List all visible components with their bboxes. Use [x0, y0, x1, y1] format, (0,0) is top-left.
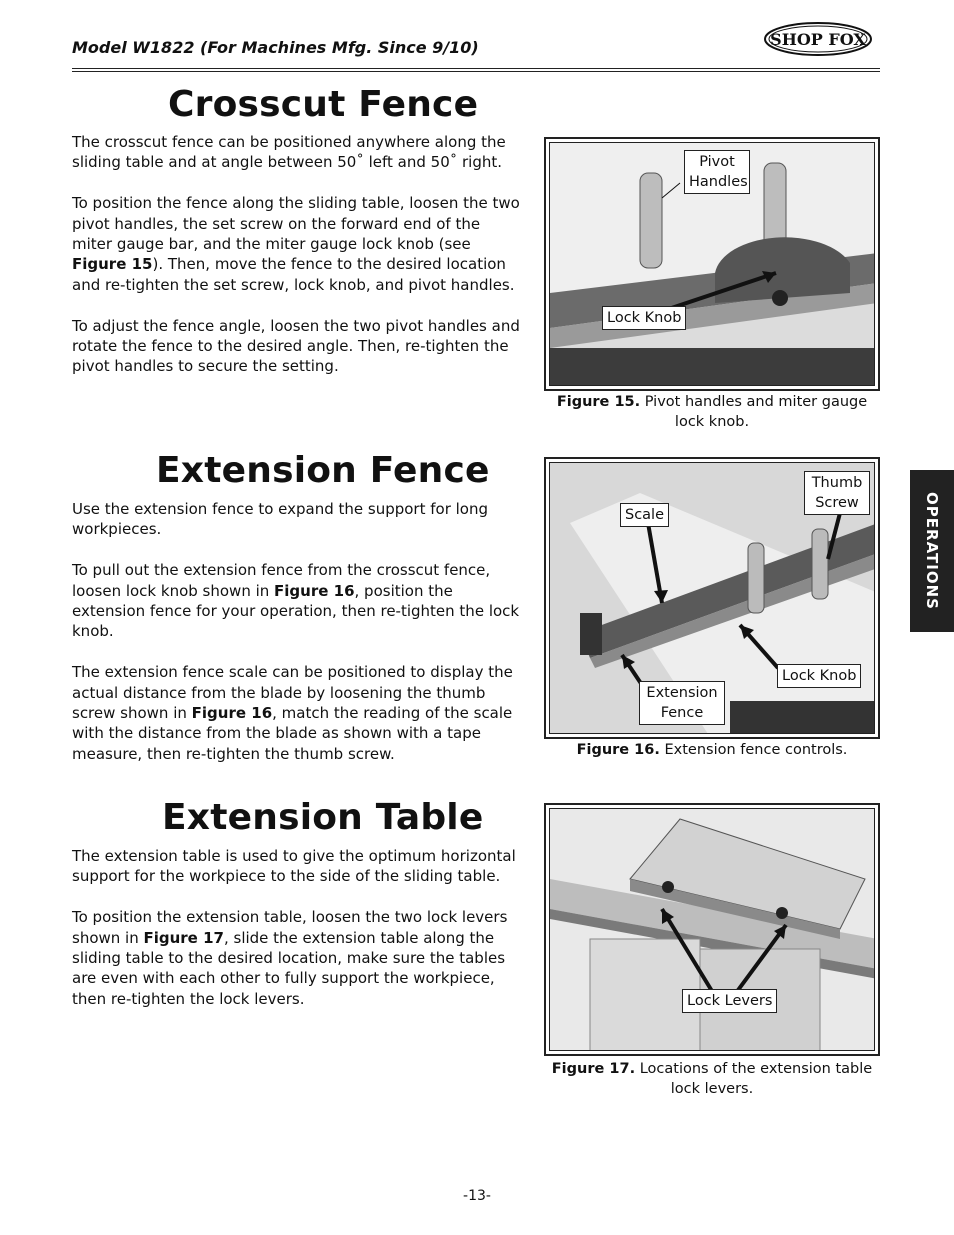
callout-scale: Scale	[620, 503, 669, 527]
figure-reference: Figure 15	[72, 255, 153, 274]
figure-15-caption: Figure 15. Pivot handles and miter gauge lock knob.	[556, 394, 868, 430]
figure-reference: Figure 16	[274, 581, 355, 600]
header-rule	[72, 68, 880, 69]
callout-lock-knob: Lock Knob	[602, 306, 686, 330]
paragraph: The extension table is used to give the optimum horizontal support for the workpiece to the side of the sliding table.	[72, 847, 516, 886]
figure-label: Figure 17.	[551, 1061, 636, 1077]
figure-17-frame	[544, 803, 880, 1056]
paragraph: To pull out the extension fence from the crosscut fence, loosen lock knob shown in Figure 16, position the extension fence for your operation, then re-tighten the lock knob.	[72, 561, 520, 641]
section-body-extension-fence	[72, 499, 524, 785]
section-title-extension-fence: Extension Fence	[156, 450, 490, 491]
paragraph: Use the extension fence to expand the support for long workpieces.	[72, 500, 489, 539]
paragraph: The crosscut fence can be positioned anywhere along the sliding table and at angle between 50˚ left and 50˚ right.	[72, 133, 506, 172]
callout-pivot-handles: Pivot Handles	[684, 150, 750, 194]
figure-16-frame	[544, 457, 880, 739]
paragraph: The extension fence scale can be positioned to display the actual distance from the blade by loosening the thumb screw shown in Figure 16, match the reading of the scale with the distance from the blade as shown with a tape measure, then re-tighten the thumb screw.	[72, 663, 513, 763]
figure-16-photo	[549, 462, 875, 734]
figure-reference: Figure 17	[143, 928, 224, 947]
section-body-extension-table	[72, 846, 524, 1030]
figure-17-caption: Figure 17. Locations of the extension table lock levers.	[551, 1061, 873, 1097]
paragraph: To position the fence along the sliding table, loosen the two pivot handles, the set screw on the forward end of the miter gauge bar, and the miter gauge lock knob (see Figure 15). Then, move the fence to the desired location and re-tighten the set screw, lock knob, and pivot handles.	[72, 194, 520, 294]
figure-label: Figure 15.	[556, 394, 641, 410]
callout-thumb-screw: Thumb Screw	[804, 471, 870, 515]
page-number: -13-	[463, 1188, 491, 1204]
figure-15-photo	[549, 142, 875, 386]
figure-16-caption: Figure 16. Extension fence controls.	[576, 742, 848, 758]
section-body-crosscut-fence	[72, 132, 524, 397]
svg-text:SHOP FOX: SHOP FOX	[770, 30, 866, 49]
header-model-title: Model W1822 (For Machines Mfg. Since 9/10)	[72, 38, 479, 57]
shop-fox-logo	[764, 22, 872, 56]
paragraph: To position the extension table, loosen the two lock levers shown in Figure 17, slide the extension table along the sliding table to the desired location, make sure the tables are even with each other to fully support the workpiece, then re-tighten the lock levers.	[72, 908, 508, 1008]
section-title-extension-table: Extension Table	[162, 797, 484, 838]
operations-side-tab	[910, 470, 954, 632]
section-title-crosscut-fence: Crosscut Fence	[168, 84, 479, 125]
callout-lock-knob: Lock Knob	[777, 664, 861, 688]
figure-15-frame	[544, 137, 880, 391]
figure-label: Figure 16.	[576, 742, 660, 758]
header-rule-double	[72, 71, 880, 72]
callout-lock-levers: Lock Levers	[682, 989, 777, 1013]
paragraph: To adjust the fence angle, loosen the two pivot handles and rotate the fence to the desired angle. Then, re-tighten the pivot handles to secure the setting.	[72, 316, 520, 376]
figure-17-photo	[549, 808, 875, 1051]
callout-extension-fence: Extension Fence	[639, 681, 725, 725]
figure-reference: Figure 16	[191, 704, 273, 723]
side-tab-label: OPERATIONS	[923, 492, 941, 610]
